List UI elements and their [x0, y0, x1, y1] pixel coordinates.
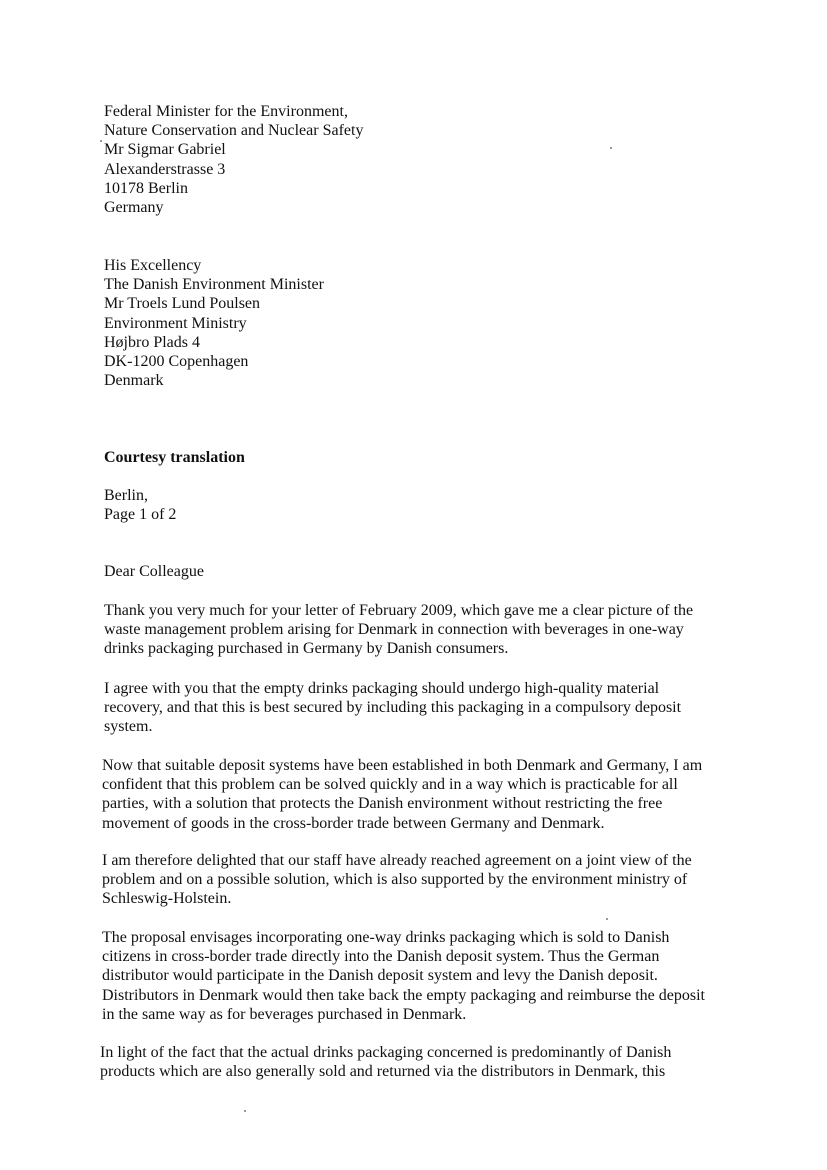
recipient-address — [104, 256, 324, 390]
paragraph-line: movement of goods in the cross-border trade between Germany and Denmark. — [102, 814, 605, 832]
paragraph-line: citizens in cross-border trade directly into the Danish deposit system. Thus the German — [102, 948, 660, 966]
scan-speck — [100, 140, 102, 142]
salutation: Dear Colleague — [104, 563, 204, 580]
paragraph-line: I am therefore delighted that our staff have already reached agreement on a joint view of the — [102, 852, 692, 869]
paragraph-line: Schleswig-Holstein. — [102, 890, 232, 908]
recipient-line: Denmark — [104, 372, 164, 390]
paragraph-line: Thank you very much for your letter of February 2009, which gave me a clear picture of the — [104, 602, 694, 619]
sender-address — [104, 102, 363, 217]
body-paragraph — [102, 851, 692, 909]
paragraph-line: Now that suitable deposit systems have been established in both Denmark and Germany, I am — [102, 757, 703, 774]
recipient-line: The Danish Environment Minister — [104, 276, 324, 294]
body-paragraph — [104, 679, 681, 737]
sender-line: 10178 Berlin — [104, 179, 188, 197]
paragraph-line: drinks packaging purchased in Germany by Danish consumers. — [104, 640, 509, 658]
body-paragraph — [102, 928, 705, 1024]
scan-speck — [244, 1110, 246, 1112]
scan-speck — [610, 147, 612, 149]
sender-line: Alexanderstrasse 3 — [104, 160, 226, 178]
recipient-line: DK-1200 Copenhagen — [104, 353, 249, 371]
recipient-line: Mr Troels Lund Poulsen — [104, 295, 261, 313]
paragraph-line: I agree with you that the empty drinks packaging should undergo high-quality material — [104, 680, 660, 697]
paragraph-line: The proposal envisages incorporating one-way drinks packaging which is sold to Danish — [102, 929, 670, 946]
courtesy-translation-label: Courtesy translation — [104, 449, 245, 466]
scan-speck — [606, 918, 608, 920]
sender-line: Nature Conservation and Nuclear Safety — [104, 122, 364, 140]
dateline — [104, 486, 176, 524]
dateline-place: Berlin, — [104, 487, 148, 504]
paragraph-line: problem and on a possible solution, which is also supported by the environment ministry of — [102, 871, 688, 889]
paragraph-line: waste management problem arising for Denmark in connection with beverages in one-way — [104, 621, 684, 639]
recipient-line: Environment Ministry — [104, 314, 247, 332]
sender-line: Federal Minister for the Environment, — [104, 103, 348, 120]
page-indicator: Page 1 of 2 — [104, 506, 177, 524]
paragraph-line: system. — [104, 718, 153, 736]
paragraph-line: parties, with a solution that protects the Danish environment without restricting the free — [102, 795, 663, 813]
paragraph-line: products which are also generally sold and returned via the distributors in Denmark, this — [100, 1063, 666, 1081]
paragraph-line: Distributors in Denmark would then take back the empty packaging and reimburse the deposit — [102, 986, 705, 1004]
recipient-line: His Excellency — [104, 257, 202, 274]
body-paragraph — [104, 601, 693, 659]
paragraph-line: in the same way as for beverages purchased in Denmark. — [102, 1005, 467, 1023]
paragraph-line: In light of the fact that the actual drinks packaging concerned is predominantly of Danish — [100, 1044, 672, 1061]
paragraph-line: confident that this problem can be solved quickly and in a way which is practicable for all — [102, 776, 678, 794]
sender-line: Germany — [104, 199, 164, 217]
body-paragraph — [102, 756, 702, 833]
body-paragraph — [100, 1043, 671, 1081]
paragraph-line: distributor would participate in the Danish deposit system and levy the Danish deposit. — [102, 967, 658, 985]
paragraph-line: recovery, and that this is best secured by including this packaging in a compulsory deposit — [104, 699, 682, 717]
recipient-line: Højbro Plads 4 — [104, 333, 200, 351]
sender-line: Mr Sigmar Gabriel — [104, 141, 226, 159]
